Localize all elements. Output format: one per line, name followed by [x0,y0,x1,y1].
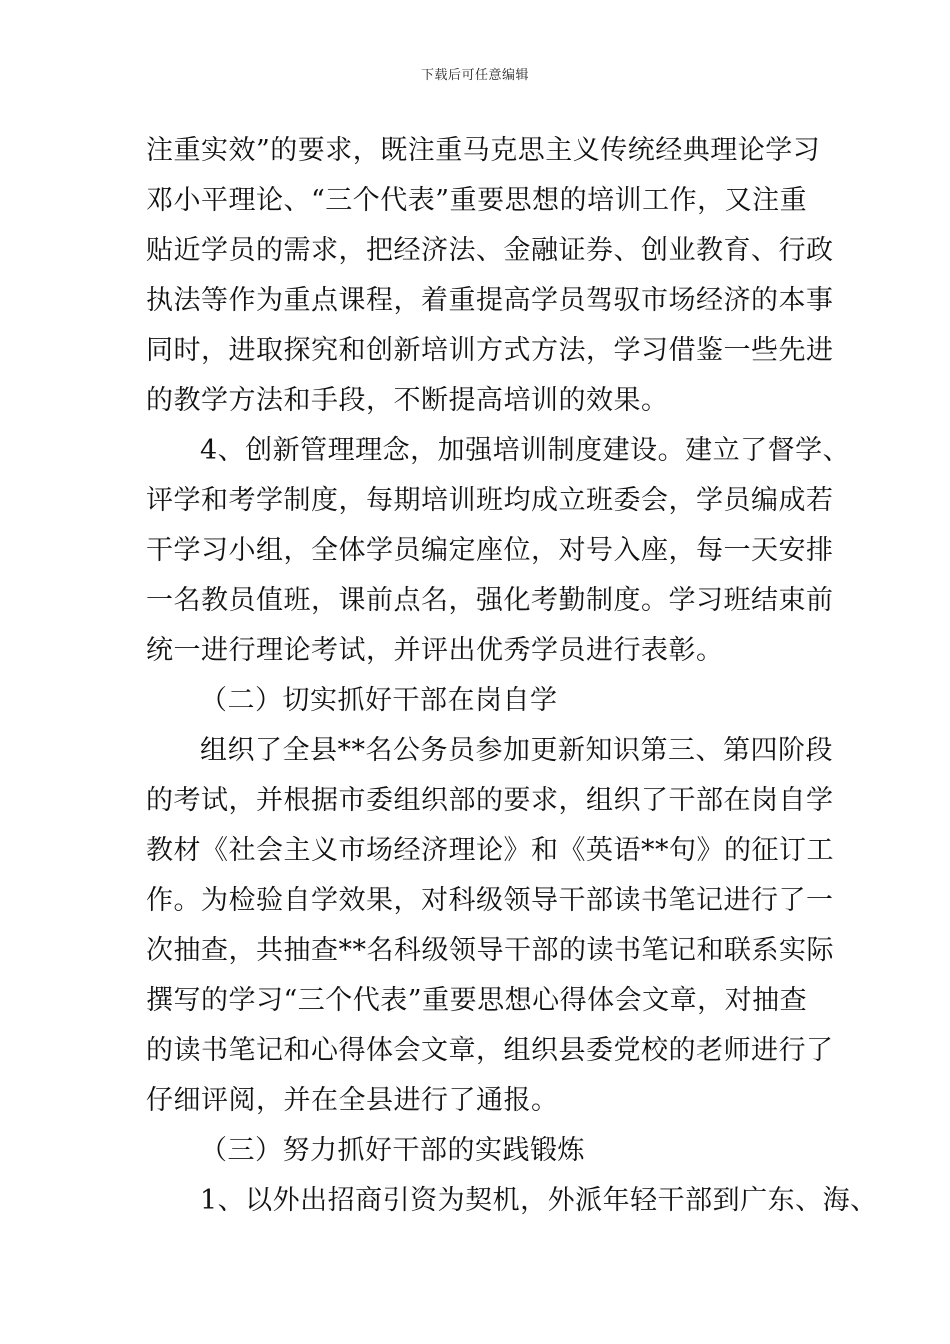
text-line: 撰写的学习“三个代表”重要思想心得体会文章，对抽查 [146,985,808,1016]
section-heading: （二）切实抓好干部在岗自学 [200,685,558,716]
paragraph-start: 1、以外出招商引资为契机，外派年轻干部到广东、海、 [200,1185,878,1216]
section-heading: （三）努力抓好干部的实践锻炼 [200,1135,585,1166]
text-line: 同时，进取探究和创新培训方式方法，学习借鉴一些先进 [146,335,834,366]
text-line: 注重实效”的要求，既注重马克思主义传统经典理论学习 [146,135,821,166]
document-body [146,126,878,1226]
text-line: 邓小平理论、“三个代表”重要思想的培训工作，又注重 [146,185,808,216]
text-line: 教材《社会主义市场经济理论》和《英语**句》的征订工 [146,835,834,866]
text-line: 的考试，并根据市委组织部的要求，组织了干部在岗自学 [146,785,834,816]
text-line: 统一进行理论考试，并评出优秀学员进行表彰。 [146,635,724,666]
page-header: 下载后可任意编辑 [420,68,529,83]
text-line: 次抽查，共抽查**名科级领导干部的读书笔记和联系实际 [146,935,834,966]
text-line: 贴近学员的需求，把经济法、金融证券、创业教育、行政 [146,235,834,266]
text-line: 评学和考学制度，每期培训班均成立班委会，学员编成若 [146,485,834,516]
text-line: 干学习小组，全体学员编定座位，对号入座，每一天安排 [146,535,834,566]
text-line: 的教学方法和手段，不断提高培训的效果。 [146,385,669,416]
text-line: 的读书笔记和心得体会文章，组织县委党校的老师进行了 [146,1035,834,1066]
text-line: 一名教员值班，课前点名，强化考勤制度。学习班结束前 [146,585,834,616]
text-line: 仔细评阅，并在全县进行了通报。 [146,1085,559,1116]
text-line: 执法等作为重点课程，着重提高学员驾驭市场经济的本事 [146,285,834,316]
paragraph-start: 组织了全县**名公务员参加更新知识第三、第四阶段 [200,735,833,766]
paragraph-start: 4、创新管理理念，加强培训制度建设。建立了督学、 [200,435,851,466]
text-line: 作。为检验自学效果，对科级领导干部读书笔记进行了一 [146,885,834,916]
